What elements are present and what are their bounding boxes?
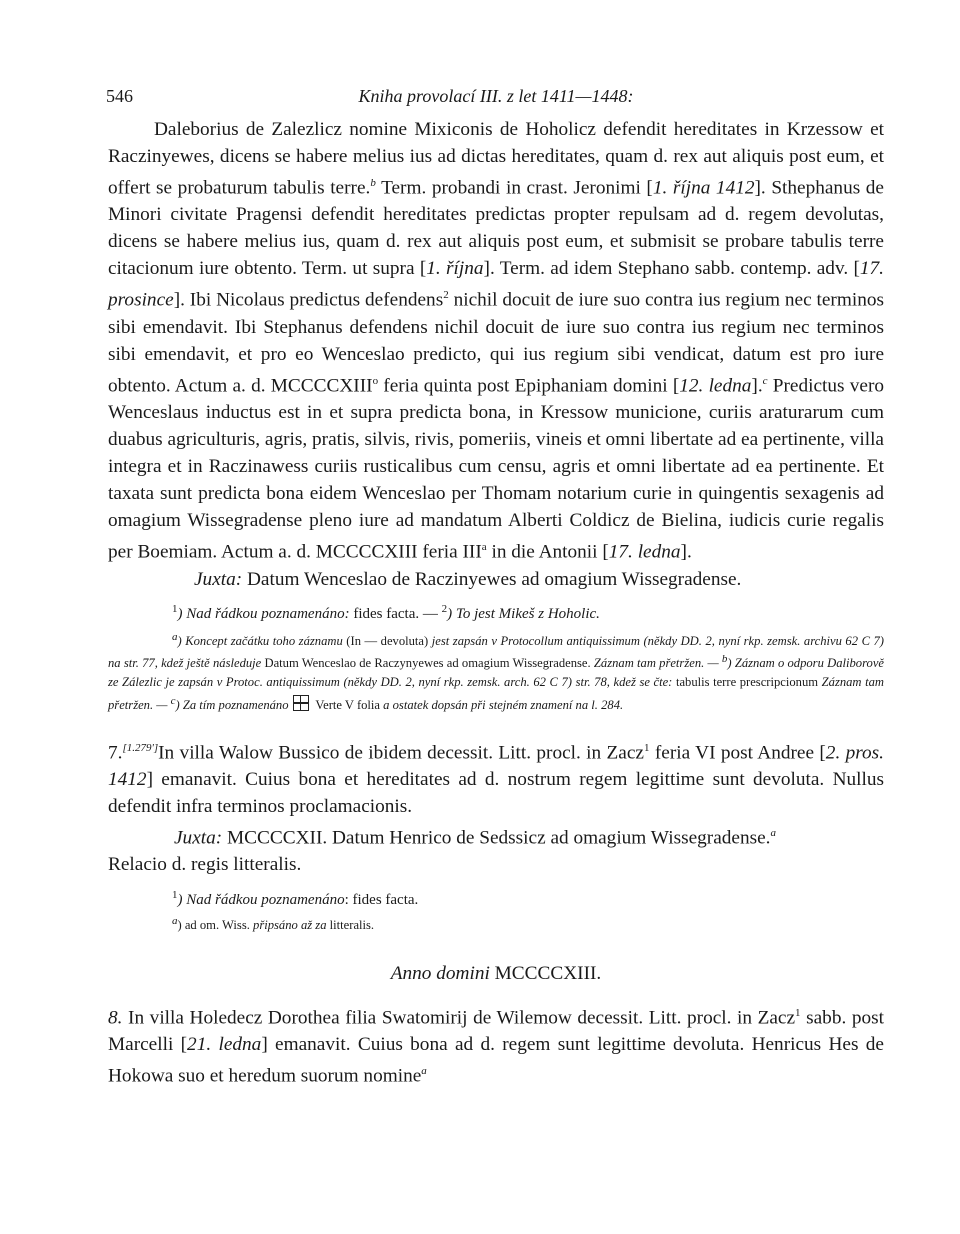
footnote-marker: c: [762, 374, 768, 387]
footnote-numbered: $^1$) Nad řádkou poznamenáno: fides facta. — $^2$) To jest Mikeš z Hoholic.: [172, 602, 600, 622]
section-heading-anno: Anno domini MCCCCXIII.: [390, 962, 602, 984]
relacio-line: Relacio d. regis litteralis.: [108, 854, 302, 876]
footnote-marker: 1: [643, 741, 650, 754]
date-gloss: 2. pros. 1412: [108, 742, 885, 791]
footnote-lettered: a) Koncept začátku toho záznamu (In — devoluta) jest zapsán v Protocollum antiquissimum (někdy DD. 2, nyní rkp. zemsk. archivu 62 C 7) na str. 77, kdež ještě následuje Datum Wenceslao de Raczynyewes ad omagium Wissegradense. Záznam tam přetržen. — b) Záznam o odporu Daliborově ze Zálezlic je zapsán v Protoc. antiquissimum (někdy DD. 2, nyní rkp. zemsk. arch. 62 C 7) str. 78, kdež se čte: tabulis terre prescripcionum Záznam tam přetržen. — c) Za tím poznamenáno Verte V folia a ostatek dopsán při stejném znamení na l. 284.: [108, 630, 884, 713]
page-header: [108, 86, 884, 116]
entry-number: 7.: [108, 742, 123, 764]
date-gloss: 17. prosince: [108, 258, 884, 311]
date-gloss: 1. října 1412: [652, 177, 755, 199]
footnote-marker: 2: [443, 289, 449, 302]
juxta-line: Juxta: MCCCCXII. Datum Henrico de Sedssicz ad omagium Wissegradense.$^a$: [174, 827, 776, 849]
running-title: Kniha provolací III. z let 1411—1448:: [358, 86, 634, 106]
date-gloss: 21. ledna: [187, 1034, 262, 1056]
boxed-cross-icon: [293, 695, 309, 711]
ordinal-marker: o: [372, 374, 379, 387]
footnote-marker: b: [370, 177, 376, 189]
footnote-marker: 1: [795, 1006, 801, 1019]
juxta-line: Juxta: Datum Wenceslao de Raczinyewes ad omagium Wissegradense.: [194, 568, 742, 590]
date-gloss: 1. října: [426, 258, 484, 280]
paragraph-entry-7: 7.[1.279']In villa Walow Bussico de ibidem decessit. Litt. procl. in Zacz$^1$ feria VI post Andree [2. pros. 1412] emanavit. Cuius bona et hereditates ad d. nostrum regem legittime sunt devoluta. Nullus defendit infra terminos proclamacionis.: [108, 741, 885, 818]
folio-ref: [1.279']: [122, 741, 159, 754]
entry-number: 8.: [108, 1007, 123, 1029]
date-gloss: 12. ledna: [679, 375, 752, 397]
page-number: 546: [106, 86, 133, 106]
footnote-marker: a: [421, 1065, 427, 1078]
paragraph-daleborius: Daleborius de Zalezlicz nomine Mixiconis de Hoholicz defendit hereditates in Krzessow et Raczinyewes, dicens se habere melius ius ad dictas hereditates, quam d. rex aut aliquis post eum, et offert se probaturum tabulis terre.$^b$ Term. probandi in crast. Jeronimi [1. října 1412]. Sthephanus de Minori civitate Pragensi defendit hereditates predictas propter repulsam ad d. regem devolutas, dicens se habere melius ius, quam d. rex aut aliquis post eum, et submisit se probare tabulis terre citacionum iure obtento. Term. ut supra [1. října]. Term. ad idem Stephano sabb. contemp. adv. [17. prosince]. Ibi Nicolaus predictus defendens$^2$ nichil docuit de iure suo contra ius regium nec terminos sibi emendavit. Ibi Stephanus defendens nichil docuit de iure suo contra ius regium nec terminos sibi emendavit, et pro eo Wenceslao predicto, qui ius regium sibi vendicat, datum est pro iure obtento. Actum a. d. MCCCCXIII$^o$ feria quinta post Epiphaniam domini [12. ledna].$^c$ Predictus vero Wenceslaus inductus est in et supra predicta bona, in Kressow municione, curiis araturarum cum duabus agriculturis, agris, pratis, silvis, rivis, pomeriis, vineis et omni libertate ad ea pertinente, villa integra et in Raczinawess curiis rusticalibus cum censu, agris et omni libertate ad ea pertinente. Et taxata sunt predicta bona eidem Wenceslao per Thomam notarium curie in quingentis sexagenis ad omagium Wissegradense pleno iure ad mandatum Alberti Coldicz de Bielina, iudicis curie regalis per Boemiam. Actum a. d. MCCCCXIII feria III$^a$ in die Antonii [17. ledna].: [108, 119, 884, 563]
footnote-lettered: a) ad om. Wiss. připsáno až za litteralis.: [172, 915, 375, 933]
book-page: [108, 86, 884, 1090]
ordinal-marker: a: [481, 541, 487, 554]
paragraph-entry-8: 8. In villa Holedecz Dorothea filia Swatomirij de Wilemow decessit. Litt. procl. in Zacz$^1$ sabb. post Marcelli [21. ledna] emanavit. Cuius bona ad d. regem sunt legittime devoluta. Henricus Hes de Hokowa suo et heredum suorum nomine$^a$: [108, 1006, 884, 1087]
footnote-numbered: $^1$) Nad řádkou poznamenáno: fides facta.: [172, 889, 419, 909]
date-gloss: 17. ledna: [608, 541, 681, 563]
